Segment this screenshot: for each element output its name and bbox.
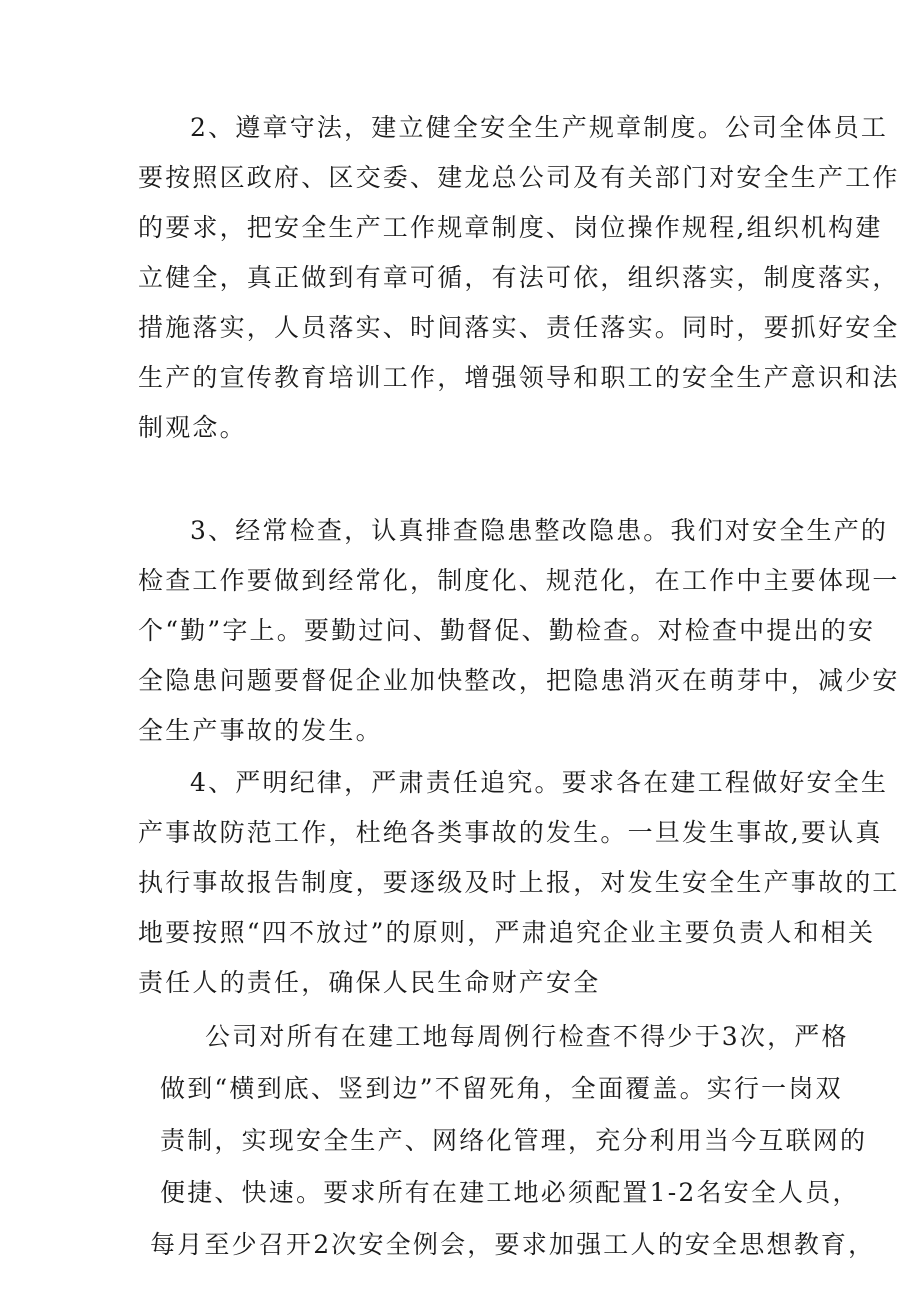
text-line: 4、严明纪律，严肃责任追究。要求各在建工程做好安全生 [190, 768, 889, 797]
text-line: 2、遵章守法，建立健全安全生产规章制度。公司全体员工 [190, 113, 889, 142]
text-line: 生产的宣传教育培训工作，增强领导和职工的安全生产意识和法 [138, 363, 900, 392]
text-line: 执行事故报告制度，要逐级及时上报，对发生安全生产事故的工 [138, 868, 900, 897]
text-line: 产事故防范工作，杜绝各类事故的发生。一旦发生事故,要认真 [138, 818, 883, 847]
text-line: 便捷、快速。要求所有在建工地必须配置1-2名安全人员， [160, 1178, 860, 1207]
text-line: 要按照区政府、区交委、建龙总公司及有关部门对安全生产工作 [138, 163, 900, 192]
text-line: 立健全，真正做到有章可循，有法可依，组织落实，制度落实， [138, 263, 900, 292]
text-line: 责任人的责任，确保人民生命财产安全 [138, 968, 601, 997]
text-line: 措施落实，人员落实、时间落实、责任落实。同时，要抓好安全 [138, 313, 900, 342]
text-line: 地要按照“四不放过”的原则，严肃追究企业主要负责人和相关 [138, 918, 876, 947]
text-line: 公司对所有在建工地每周例行检查不得少于3次，严格 [205, 1022, 849, 1051]
text-line: 检查工作要做到经常化，制度化、规范化，在工作中主要体现一 [138, 566, 900, 595]
text-line: 责制，实现安全生产、网络化管理，充分利用当今互联网的 [160, 1126, 868, 1155]
text-line: 3、经常检查，认真排查隐患整改隐患。我们对安全生产的 [190, 516, 889, 545]
text-line: 全生产事故的发生。 [138, 716, 383, 745]
text-line: 个“勤”字上。要勤过问、勤督促、勤检查。对检查中提出的安 [138, 616, 876, 645]
text-line: 做到“横到底、竖到边”不留死角，全面覆盖。实行一岗双 [160, 1074, 843, 1103]
text-line: 的要求，把安全生产工作规章制度、岗位操作规程,组织机构建 [138, 213, 883, 242]
text-line: 每月至少召开2次安全例会，要求加强工人的安全思想教育， [150, 1230, 876, 1259]
text-line: 全隐患问题要督促企业加快整改，把隐患消灭在萌芽中，减少安 [138, 666, 900, 695]
text-line: 制观念。 [138, 413, 247, 442]
